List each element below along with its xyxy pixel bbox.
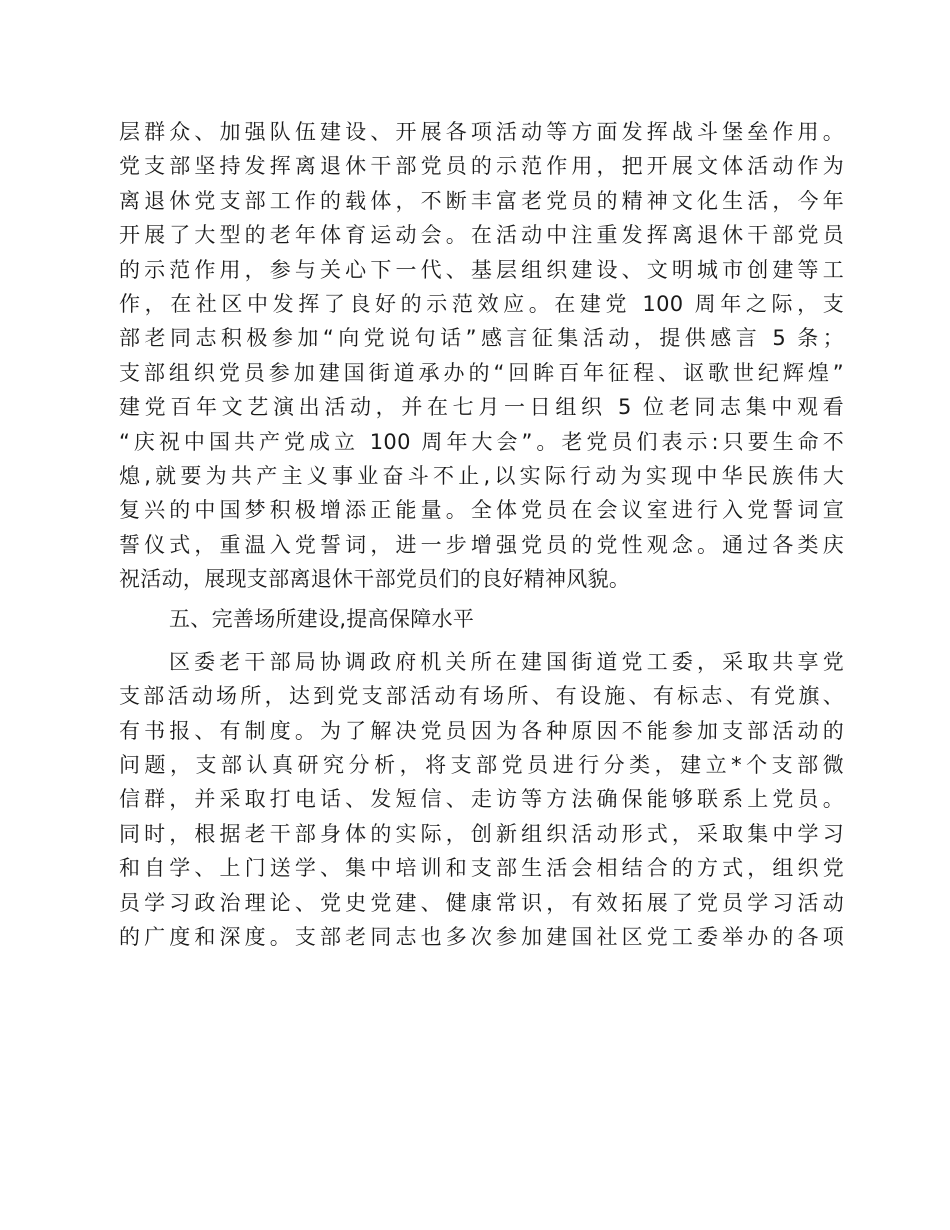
text-line: 开展了大型的老年体育运动会。在活动中注重发挥离退休干部党员 [119,223,844,248]
text-line: 问题，支部认真研究分析，将支部党员进行分类，建立*个支部微 [119,753,844,778]
paragraph-activities [119,115,844,596]
paragraph-venue [119,645,844,955]
text-line: 作，在社区中发挥了良好的示范效应。在建党 100 周年之际，支 [119,291,844,316]
text-line: 有书报、有制度。为了解决党员因为各种原因不能参加支部活动的 [119,718,844,743]
text-line: 的示范作用，参与关心下一代、基层组织建设、文明城市创建等工 [119,257,844,282]
text-line: 复兴的中国梦积极增添正能量。全体党员在会议室进行入党誓词宣 [119,498,844,523]
text-line: 部老同志积极参加“向党说句话”感言征集活动，提供感言 5 条； [119,326,844,351]
text-line: 熄,就要为共产主义事业奋斗不止,以实际行动为实现中华民族伟大 [119,463,844,488]
section-heading: 五、完善场所建设,提高保障水平 [169,607,475,632]
text-line: 支部活动场所，达到党支部活动有场所、有设施、有标志、有党旗、 [119,684,844,709]
text-line: 的广度和深度。支部老同志也多次参加建国社区党工委举办的各项 [119,924,844,949]
text-line: 信群，并采取打电话、发短信、走访等方法确保能够联系上党员。 [119,787,844,812]
document-body [119,115,844,954]
text-line: 誓仪式，重温入党誓词，进一步增强党员的党性观念。通过各类庆 [119,532,844,557]
text-line: 离退休党支部工作的载体，不断丰富老党员的精神文化生活，今年 [119,188,844,213]
text-line: 祝活动，展现支部离退休干部党员们的良好精神风貌。 [119,567,631,592]
text-line: 层群众、加强队伍建设、开展各项活动等方面发挥战斗堡垒作用。 [119,120,844,144]
text-line: 员学习政治理论、党史党建、健康常识，有效拓展了党员学习活动 [119,890,844,915]
text-line: 同时，根据老干部身体的实际，创新组织活动形式，采取集中学习 [119,821,844,846]
text-line: “庆祝中国共产党成立 100 周年大会”。老党员们表示:只要生命不 [119,429,844,454]
text-line: 建党百年文艺演出活动，并在七月一日组织 5 位老同志集中观看 [119,395,844,420]
text-line: 支部组织党员参加建国街道承办的“回眸百年征程、讴歌世纪辉煌” [119,360,844,385]
text-line: 和自学、上门送学、集中培训和支部生活会相结合的方式，组织党 [119,856,844,881]
text-line: 党支部坚持发挥离退休干部党员的示范作用，把开展文体活动作为 [119,154,844,179]
text-line: 区委老干部局协调政府机关所在建国街道党工委，采取共享党 [169,649,844,674]
